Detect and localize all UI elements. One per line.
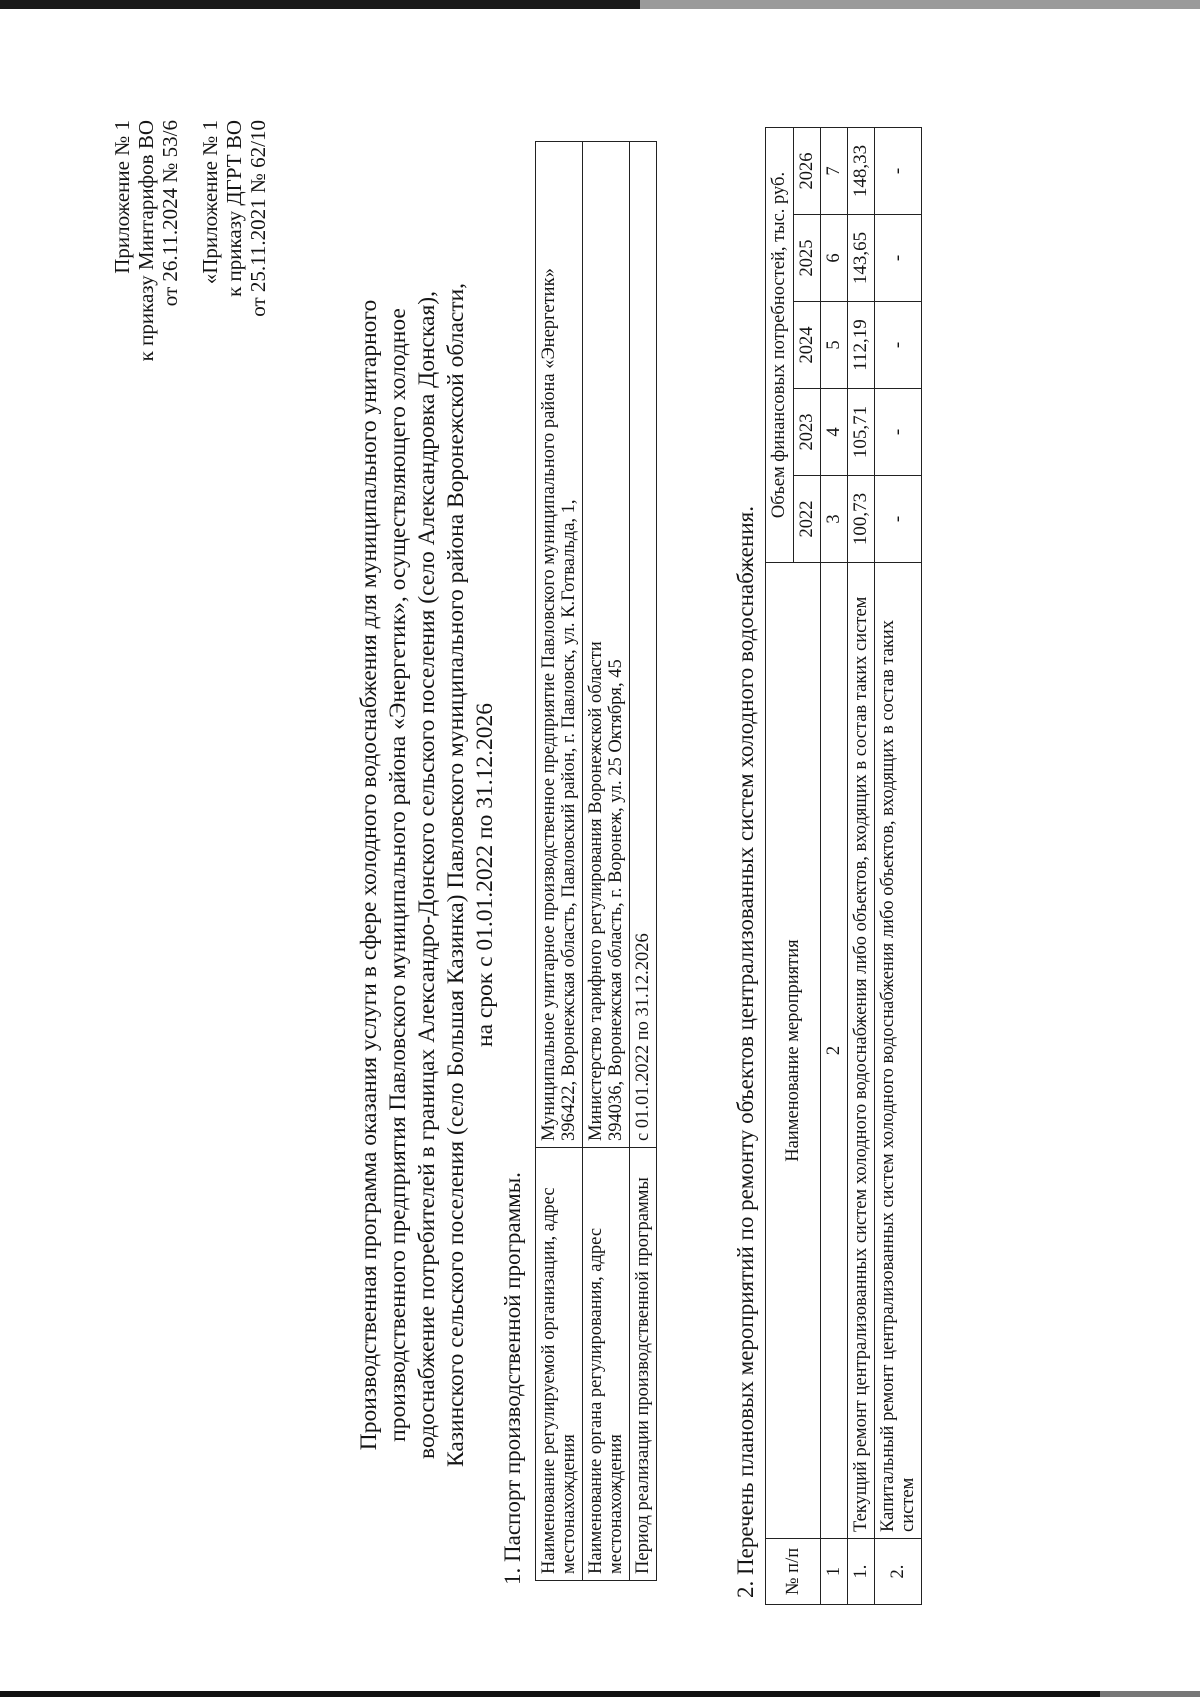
col-header-year: 2022 bbox=[794, 476, 821, 563]
section1-heading: 1. Паспорт производственной программы. bbox=[500, 1172, 525, 1585]
table-row bbox=[630, 142, 657, 1581]
appendix-previous-line: «Приложение № 1 bbox=[198, 120, 222, 285]
appendix-previous-line: к приказу ДГРТ ВО bbox=[222, 120, 246, 297]
title-line: Производственная программа оказания услуги в сфере холодного водоснабжения для муниципального унитарного bbox=[356, 299, 382, 1451]
row-value: 148,33 bbox=[848, 128, 875, 215]
col-header-year: 2026 bbox=[794, 128, 821, 215]
col-number: 4 bbox=[821, 389, 848, 476]
col-number: 1 bbox=[821, 1539, 848, 1605]
row-value: - bbox=[875, 302, 922, 389]
row-value: - bbox=[875, 476, 922, 563]
col-header-num: № п/п bbox=[766, 1539, 821, 1605]
appendix-current-line: от 26.11.2024 № 53/6 bbox=[158, 120, 182, 307]
row-value: - bbox=[875, 215, 922, 302]
title-line: производственного предприятия Павловского муниципального района «Энергетик», осуществляющего холодное bbox=[385, 308, 411, 1442]
appendix-current-line: к приказу Минтарифов ВО bbox=[134, 120, 158, 362]
table-header-row bbox=[766, 128, 794, 1605]
col-header-year: 2024 bbox=[794, 302, 821, 389]
passport-table bbox=[535, 141, 657, 1581]
row-value: 143,65 bbox=[848, 215, 875, 302]
col-header-financial-group: Объем финансовых потребностей, тыс. руб. bbox=[766, 128, 794, 563]
passport-value-line: Министерство тарифного регулирования Воронежской области bbox=[586, 641, 606, 1141]
title-line: на срок с 01.01.2022 по 31.12.2026 bbox=[472, 703, 498, 1047]
row-value: 112,19 bbox=[848, 302, 875, 389]
plan-table bbox=[765, 127, 922, 1605]
row-value: 105,71 bbox=[848, 389, 875, 476]
passport-value-line: 396422, Воронежская область, Павловский район, г. Павловск, ул. К.Готвальда, 1, bbox=[559, 499, 579, 1141]
passport-label: Период реализации производственной программы bbox=[630, 1148, 657, 1581]
col-header-year: 2023 bbox=[794, 389, 821, 476]
passport-value bbox=[536, 142, 583, 1148]
row-value: - bbox=[875, 128, 922, 215]
col-number: 6 bbox=[821, 215, 848, 302]
row-name: Текущий ремонт централизованных систем холодного водоснабжения либо объектов, входящих в состав таких систем bbox=[848, 563, 875, 1539]
passport-value: с 01.01.2022 по 31.12.2026 bbox=[630, 142, 657, 1148]
table-colnum-row bbox=[821, 128, 848, 1605]
scan-edge-top bbox=[0, 0, 1200, 9]
row-num: 2. bbox=[875, 1539, 922, 1605]
title-line: водоснабжение потребителей в границах Александро-Донского сельского поселения (село Александровка Донская), bbox=[414, 291, 440, 1459]
document-title bbox=[355, 160, 500, 1590]
table-row bbox=[848, 128, 875, 1605]
row-value: - bbox=[875, 389, 922, 476]
passport-value-line: 394036, Воронежская область, г. Воронеж, ул. 25 Октября, 45 bbox=[606, 659, 626, 1141]
col-number: 3 bbox=[821, 476, 848, 563]
passport-value bbox=[583, 142, 630, 1148]
passport-label: Наименование органа регулирования, адрес местонахождения bbox=[583, 1148, 630, 1581]
col-number: 2 bbox=[821, 563, 848, 1539]
col-number: 5 bbox=[821, 302, 848, 389]
table-row bbox=[536, 142, 583, 1581]
row-value: 100,73 bbox=[848, 476, 875, 563]
col-number: 7 bbox=[821, 128, 848, 215]
col-header-year: 2025 bbox=[794, 215, 821, 302]
scan-edge-bottom bbox=[0, 1691, 1200, 1697]
row-num: 1. bbox=[848, 1539, 875, 1605]
section2-heading: 2. Перечень плановых мероприятий по ремонту объектов централизованных систем холодного водоснабжения. bbox=[733, 506, 758, 1598]
appendix-current bbox=[110, 120, 182, 361]
col-header-name: Наименование мероприятия bbox=[766, 563, 821, 1539]
table-row bbox=[583, 142, 630, 1581]
passport-label: Наименование регулируемой организации, адрес местонахождения bbox=[536, 1148, 583, 1581]
rotated-document-page bbox=[70, 95, 1190, 1645]
title-line: Казинского сельского поселения (село Большая Казинка) Павловского муниципального района Воронежской области, bbox=[443, 282, 469, 1468]
appendix-current-line: Приложение № 1 bbox=[110, 120, 134, 274]
appendix-previous bbox=[198, 120, 270, 317]
table-row bbox=[875, 128, 922, 1605]
appendix-previous-line: от 25.11.2021 № 62/10 bbox=[246, 120, 270, 317]
passport-value-line: Муниципальное унитарное производственное предприятие Павловского муниципального района «Энергетик» bbox=[539, 268, 559, 1141]
row-name: Капитальный ремонт централизованных систем холодного водоснабжения либо объектов, входящих в состав таких систем bbox=[875, 563, 922, 1539]
